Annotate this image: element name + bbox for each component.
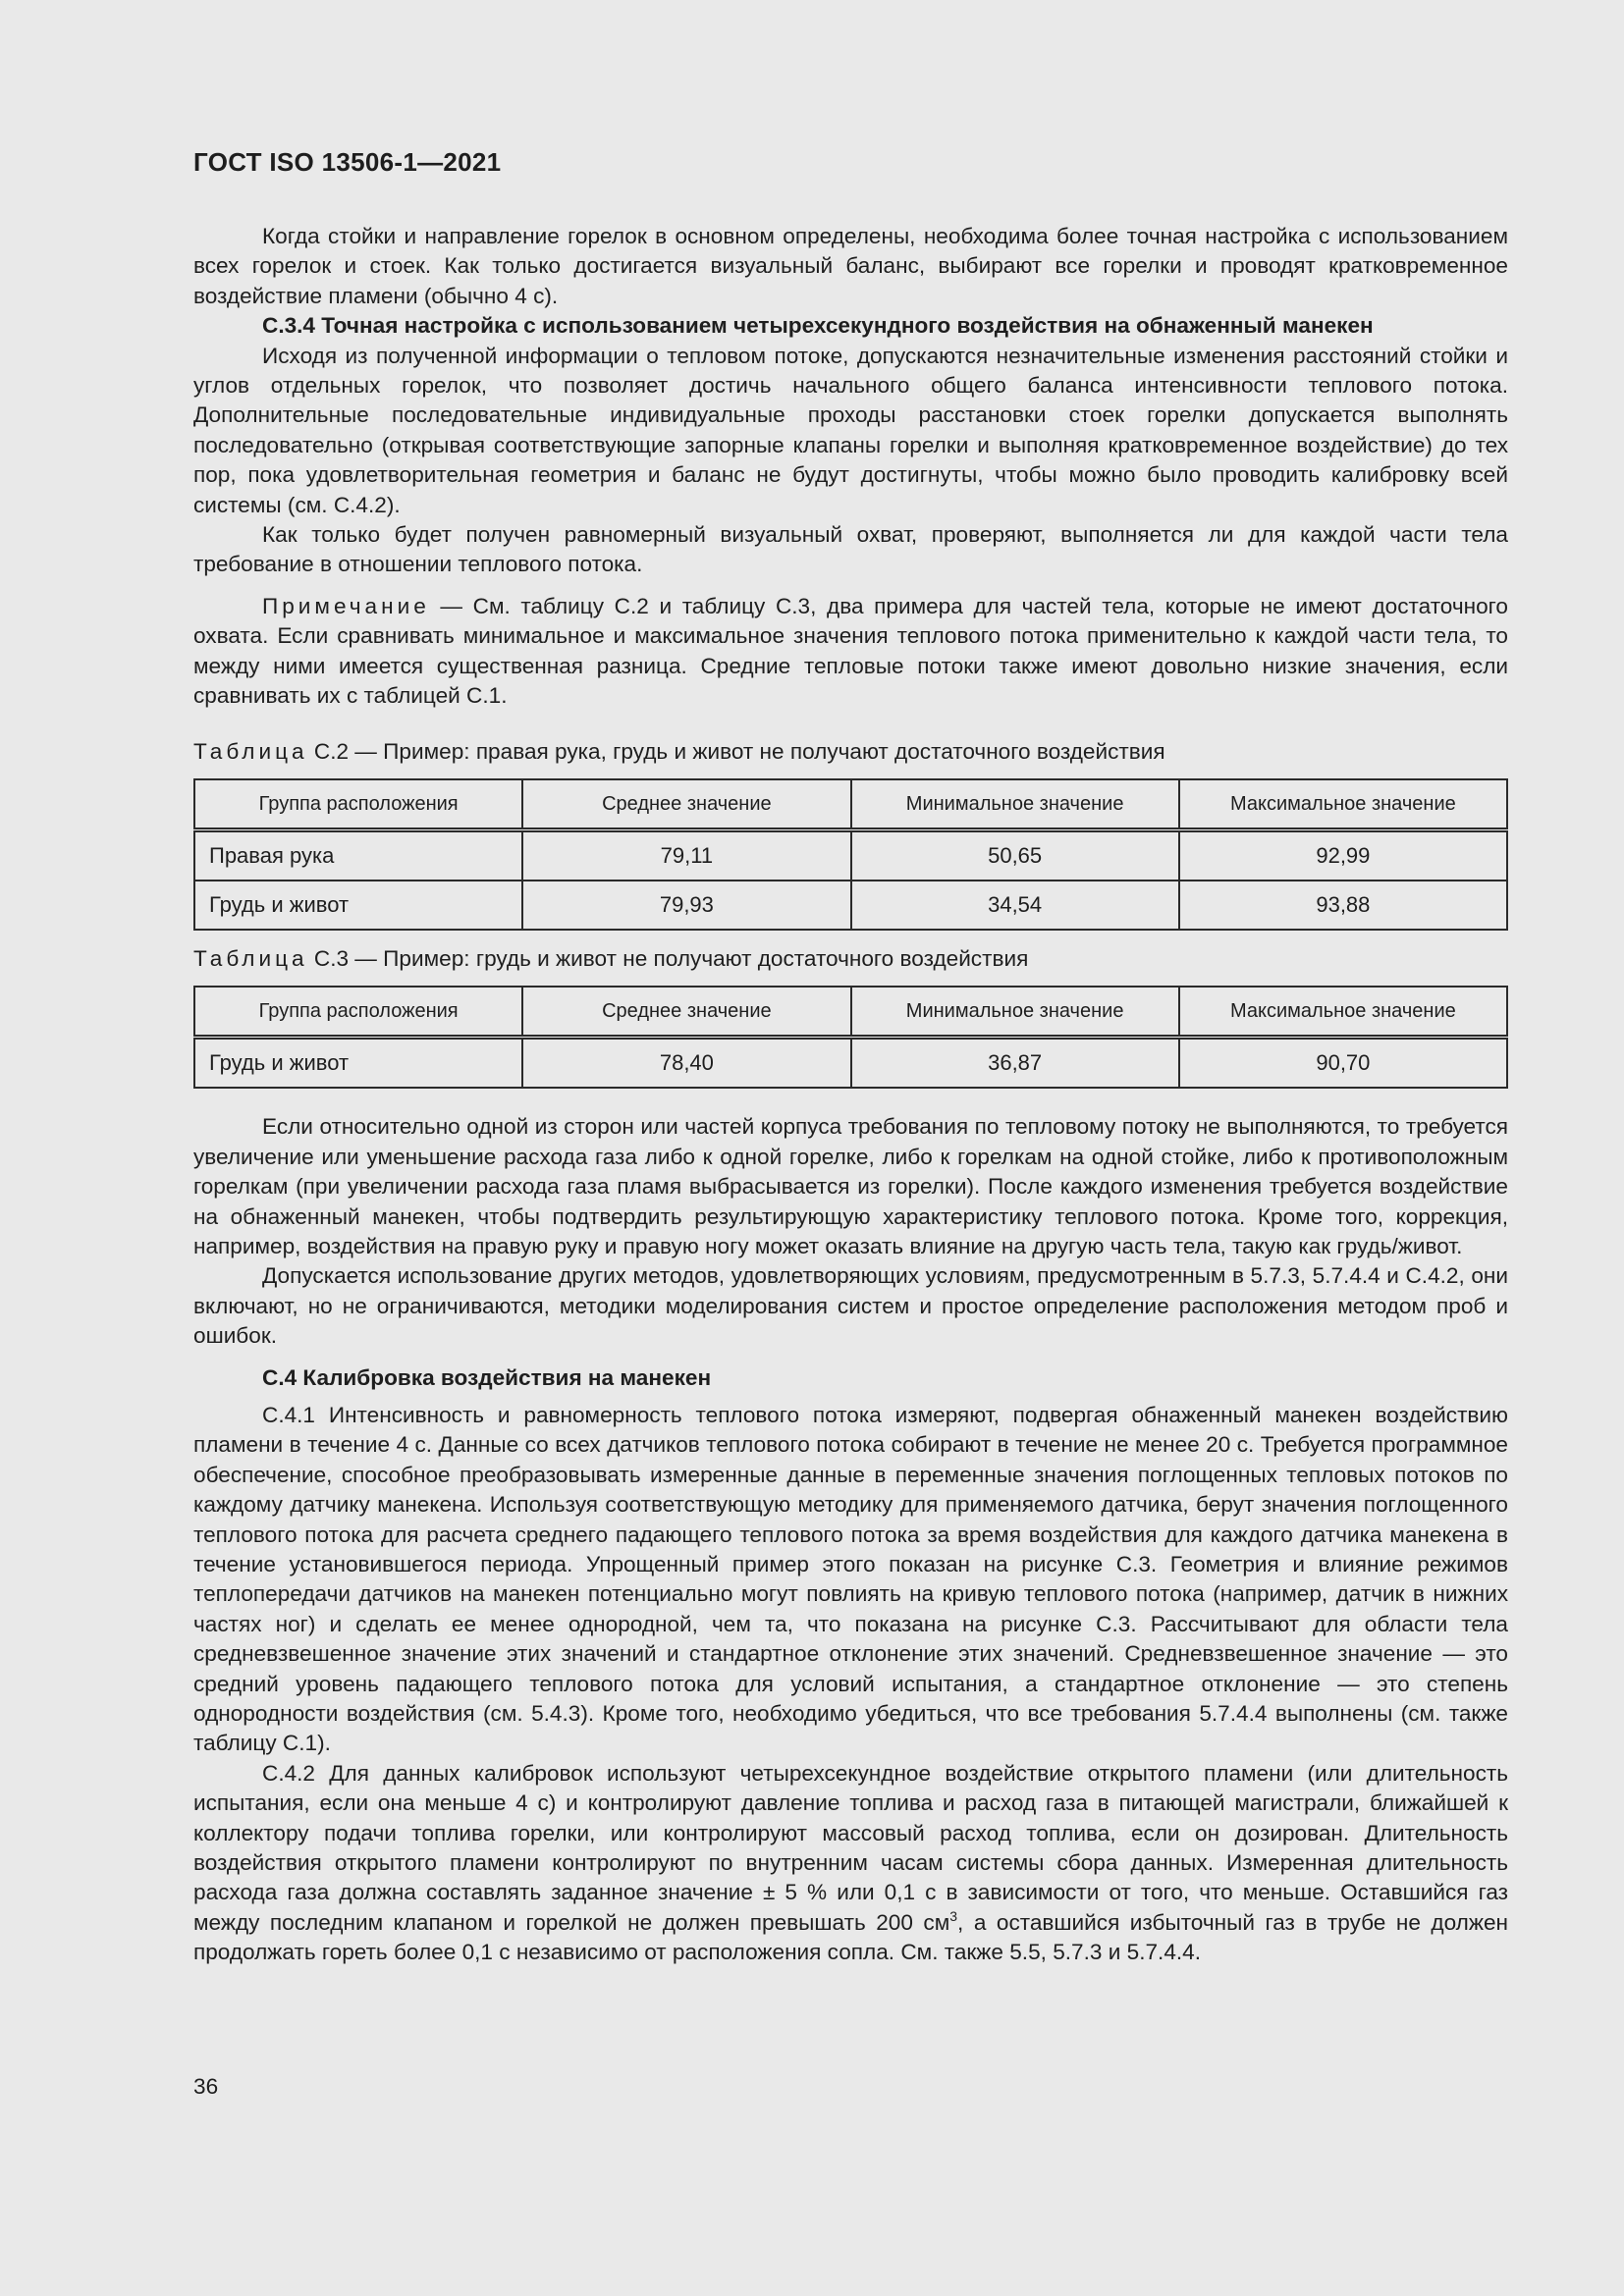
section-heading-c4: С.4 Калибровка воздействия на манекен xyxy=(262,1364,712,1390)
table-cell-max: 93,88 xyxy=(1179,881,1507,930)
table-cell-min: 34,54 xyxy=(851,881,1179,930)
paragraph-c41: С.4.1 Интенсивность и равномерность теплового потока измеряют, подвергая обнаженный манекен воздействию пламени в течение 4 с. Данные со всех датчиков теплового потока собирают в течение не менее 20 с. Требуется программное обеспечение, способное преобразовывать измеренные данные в переменные значения поглощенных тепловых потоков по каждому датчику манекена. Используя соответствующую методику для применяемого датчика, берут значения поглощенного теплового потока для расчета среднего падающего теплового потока за время воздействия для каждого датчика манекена в течение установившегося периода. Упрощенный пример этого показан на рисунке С.3. Геометрия и влияние режимов теплопередачи датчиков на манекен потенциально могут повлиять на кривую теплового потока (например, датчик в нижних частях ног) и сделать ее менее однородной, чем та, что показана на рисунке С.3. Рассчитывают для области тела средневзвешенное значение этих значений и стандартное отклонение этих значений. Средневзвешенное значение — это средний уровень падающего теплового потока для условий испытания, а стандартное отклонение — это степень однородности воздействия (см. 5.4.3). Кроме того, необходимо убедиться, что все требования 5.7.4.4 выполнены (см. также таблицу С.1). xyxy=(193,1402,1508,1756)
table-cell-group: Грудь и живот xyxy=(194,1038,522,1089)
table-c2-caption-label: Таблица xyxy=(193,738,308,764)
table-row xyxy=(194,881,1507,930)
table-cell-mean: 79,93 xyxy=(522,881,850,930)
table-header-row xyxy=(194,987,1507,1038)
table-c3-caption-label: Таблица xyxy=(193,945,308,971)
paragraph-c42-part1: С.4.2 Для данных калибровок используют четырехсекундное воздействие открытого пламени (или длительность испытания, если она меньше 4 с) и контролируют давление топлива и расход газа в питающей магистрали, ближайшей к коллектору подачи топлива горелки, или контролируют массовый расход топлива, если он дозирован. Длительность воздействия открытого пламени контролируют по внутренним часам системы сбора данных. Измеренная длительность расхода газа должна составлять заданное значение ± 5 % или 0,1 с в зависимости от того, что меньше. Оставшийся газ между последним клапаном и горелкой не должен превышать 200 см xyxy=(193,1760,1508,1935)
document-body xyxy=(193,222,1508,1968)
table-c2-caption-text: С.2 — Пример: правая рука, грудь и живот не получают достаточного воздействия xyxy=(307,738,1165,764)
table-cell-group: Правая рука xyxy=(194,829,522,881)
page-number: 36 xyxy=(193,2074,219,2099)
table-cell-min: 50,65 xyxy=(851,829,1179,881)
paragraph-other-methods: Допускается использование других методов, удовлетворяющих условиям, предусмотренным в 5.7.3, 5.7.4.4 и С.4.2, они включают, но не ограничиваются, методики моделирования систем и простое определение расположения методом проб и ошибок. xyxy=(193,1263,1508,1349)
paragraph-heat-flux-adjustment: Исходя из полученной информации о тепловом потоке, допускаются незначительные изменения расстояний стойки и углов отдельных горелок, что позволяет достичь начального общего баланса интенсивности теплового потока. Дополнительные последовательные индивидуальные проходы расстановки стоек горелки допускается выполнять последовательно (открывая соответствующие запорные клапаны горелки и выполняя кратковременное воздействие) до тех пор, пока удовлетворительная геометрия и баланс не будут достигнуты, чтобы можно было проводить калибровку всей системы (см. С.4.2). xyxy=(193,343,1508,517)
note-paragraph xyxy=(193,592,1508,712)
table-row xyxy=(194,829,1507,881)
column-header-group: Группа расположения xyxy=(194,987,522,1038)
table-cell-group: Грудь и живот xyxy=(194,881,522,930)
table-cell-min: 36,87 xyxy=(851,1038,1179,1089)
table-c3-caption xyxy=(193,944,1508,974)
superscript-cube: 3 xyxy=(949,1907,958,1924)
table-cell-max: 92,99 xyxy=(1179,829,1507,881)
table-c3-caption-text: С.3 — Пример: грудь и живот не получают достаточного воздействия xyxy=(307,945,1029,971)
column-header-max: Максимальное значение xyxy=(1179,779,1507,830)
column-header-mean: Среднее значение xyxy=(522,779,850,830)
table-header-row xyxy=(194,779,1507,830)
paragraph-requirements-not-met: Если относительно одной из сторон или частей корпуса требования по тепловому потоку не выполняются, то требуется увеличение или уменьшение расхода газа либо к одной горелке, либо к горелкам на одной стойке, либо к противоположным горелкам (при увеличении расхода газа пламя выбрасывается из горелки). После каждого изменения требуется воздействие на обнаженный манекен, чтобы подтвердить результирующую характеристику теплового потока. Кроме того, коррекция, например, воздействия на правую руку и правую ногу может оказать влияние на другую часть тела, такую как грудь/живот. xyxy=(193,1114,1508,1258)
column-header-min: Минимальное значение xyxy=(851,779,1179,830)
column-header-min: Минимальное значение xyxy=(851,987,1179,1038)
column-header-max: Максимальное значение xyxy=(1179,987,1507,1038)
table-c2 xyxy=(193,778,1508,931)
table-c2-caption xyxy=(193,737,1508,767)
column-header-mean: Среднее значение xyxy=(522,987,850,1038)
paragraph-fine-tuning-intro: Когда стойки и направление горелок в основном определены, необходима более точная настройка с использованием всех горелок и стоек. Как только достигается визуальный баланс, выбирают все горелки и проводят кратковременное воздействие пламени (обычно 4 с). xyxy=(193,224,1508,308)
note-label: Примечание xyxy=(262,593,430,618)
table-row xyxy=(194,1038,1507,1089)
note-text: — См. таблицу С.2 и таблицу С.3, два примера для частей тела, которые не имеют достаточного охвата. Если сравнивать минимальное и максимальное значения теплового потока применительно к каждой части тела, то между ними имеется существенная разница. Средние тепловые потоки также имеют довольно низкие значения, если сравнивать их с таблицей С.1. xyxy=(193,593,1508,709)
document-header-title: ГОСТ ISO 13506-1—2021 xyxy=(193,147,502,177)
paragraph-c42 xyxy=(193,1759,1508,1968)
table-cell-mean: 79,11 xyxy=(522,829,850,881)
table-cell-mean: 78,40 xyxy=(522,1038,850,1089)
column-header-group: Группа расположения xyxy=(194,779,522,830)
table-c3 xyxy=(193,986,1508,1089)
paragraph-uniform-coverage: Как только будет получен равномерный визуальный охват, проверяют, выполняется ли для каждой части тела требование в отношении теплового потока. xyxy=(193,522,1508,577)
paragraph-c42-part2: , а оставшийся избыточный газ в трубе не должен продолжать гореть более 0,1 с независимо от расположения сопла. См. также 5.5, 5.7.3 и 5.7.4.4. xyxy=(193,1909,1508,1965)
table-cell-max: 90,70 xyxy=(1179,1038,1507,1089)
section-heading-c34: С.3.4 Точная настройка с использованием четырехсекундного воздействия на обнаженный манекен xyxy=(262,313,1374,339)
